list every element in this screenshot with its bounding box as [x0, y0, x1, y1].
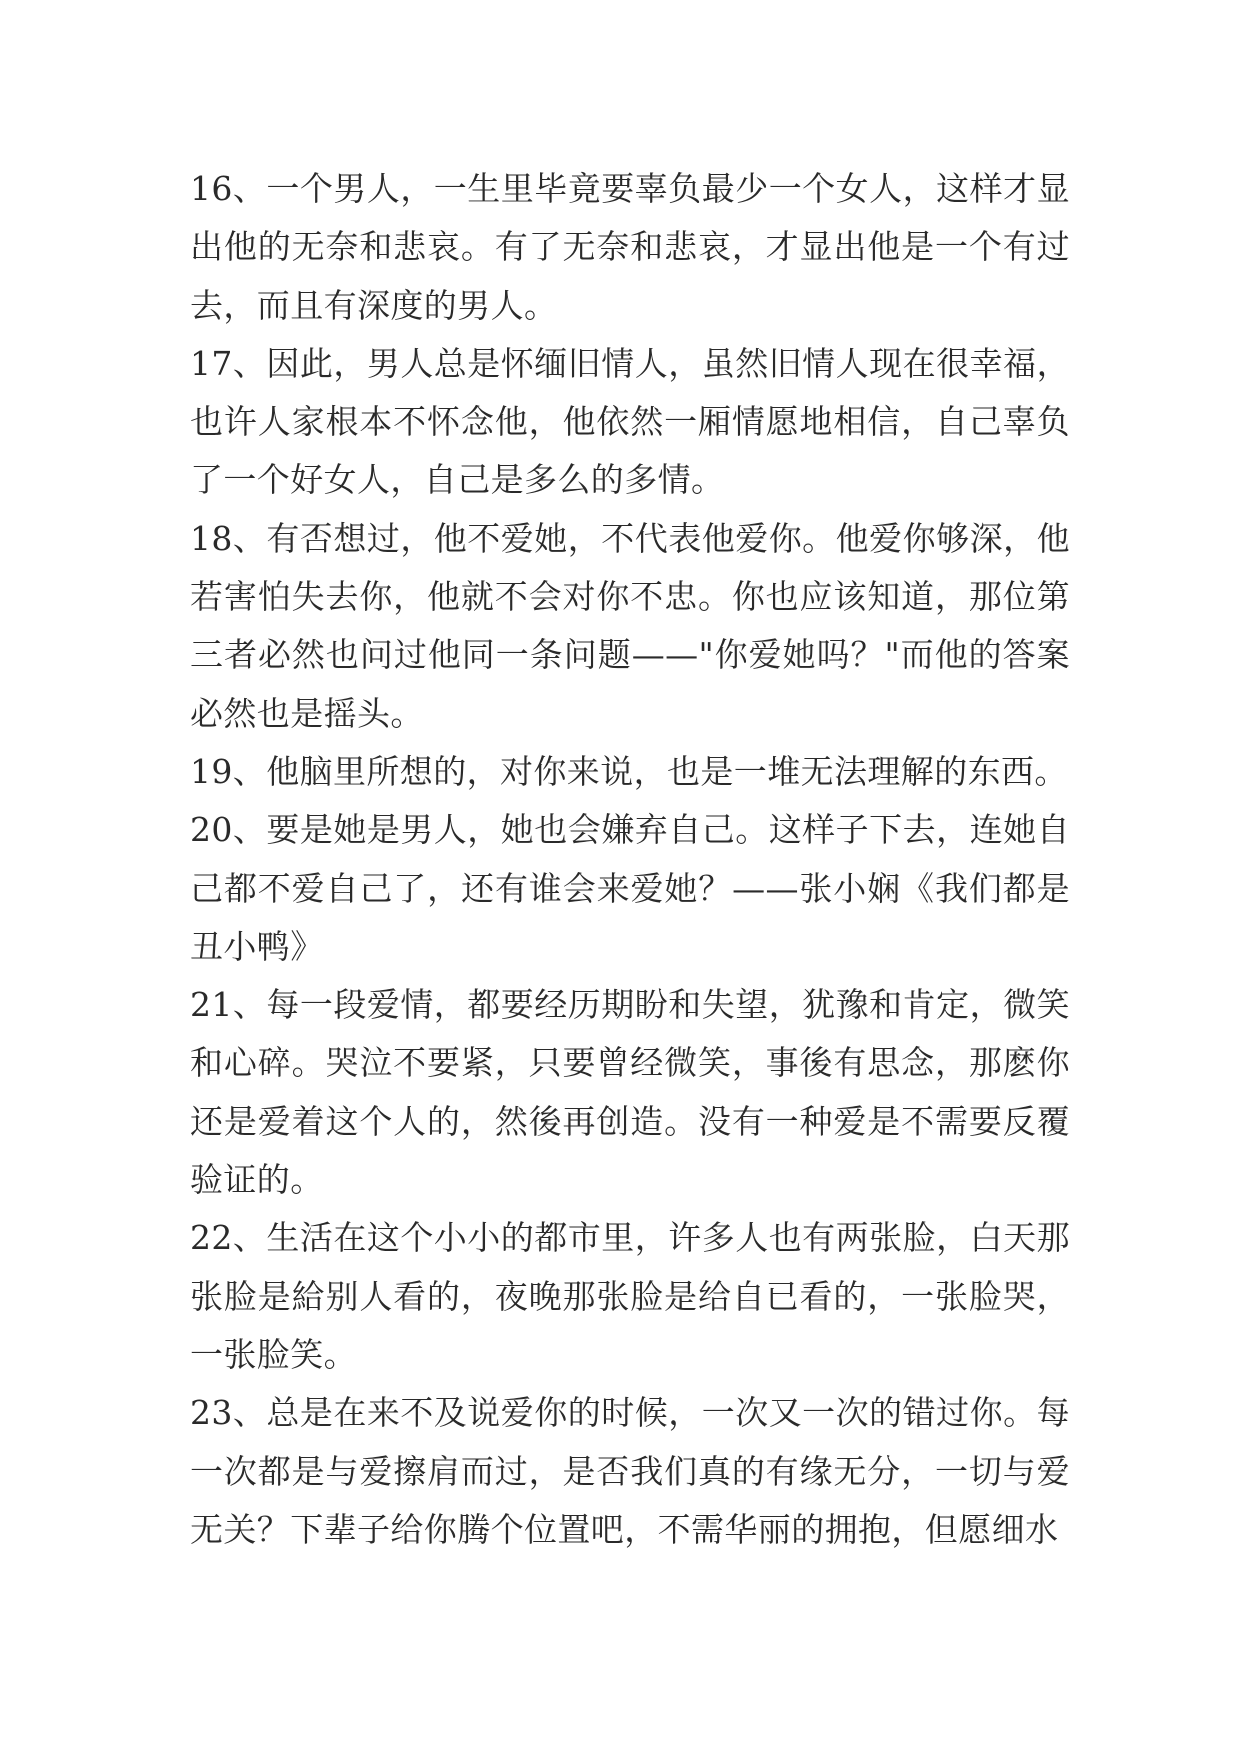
- paragraph-22: 22、生活在这个小小的都市里，许多人也有两张脸，白天那张脸是給别人看的，夜晚那张脸是给自已看的，一张脸哭，一张脸笑。: [190, 1218, 1070, 1374]
- document-body: [190, 160, 1070, 1559]
- paragraph-17: 17、因此，男人总是怀缅旧情人，虽然旧情人现在很幸福，也许人家根本不怀念他，他依然一厢情愿地相信，自己辜负了一个好女人，自己是多么的多情。: [190, 343, 1070, 500]
- paragraph-23: 23、总是在来不及说爱你的时候，一次又一次的错过你。每一次都是与爱擦肩而过，是否我们真的有缘无分，一切与爱无关？下辈子给你腾个位置吧，不需华丽的拥抱，但愿细水: [190, 1393, 1070, 1549]
- paragraph-20: 20、要是她是男人，她也会嫌弃自己。这样子下去，连她自己都不爱自己了，还有谁会来爱她？——张小娴《我们都是丑小鸭》: [190, 810, 1070, 966]
- paragraph-21: 21、每一段爱情，都要经历期盼和失望，犹豫和肯定，微笑和心碎。哭泣不要紧，只要曾经微笑，事後有思念，那麽你还是爱着这个人的，然後再创造。没有一种爱是不需要反覆验证的。: [190, 985, 1070, 1200]
- paragraph-19: 19、他脑里所想的，对你来说，也是一堆无法理解的东西。: [190, 751, 1068, 791]
- paragraph-18: 18、有否想过，他不爱她，不代表他爱你。他爱你够深，他若害怕失去你，他就不会对你不忠。你也应该知道，那位第三者必然也问过他同一条问题——"你爱她吗？"而他的答案必然也是摇头。: [190, 518, 1070, 733]
- paragraph-16: 16、一个男人，一生里毕竟要辜负最少一个女人，这样才显出他的无奈和悲哀。有了无奈和悲哀，才显出他是一个有过去，而且有深度的男人。: [190, 169, 1070, 325]
